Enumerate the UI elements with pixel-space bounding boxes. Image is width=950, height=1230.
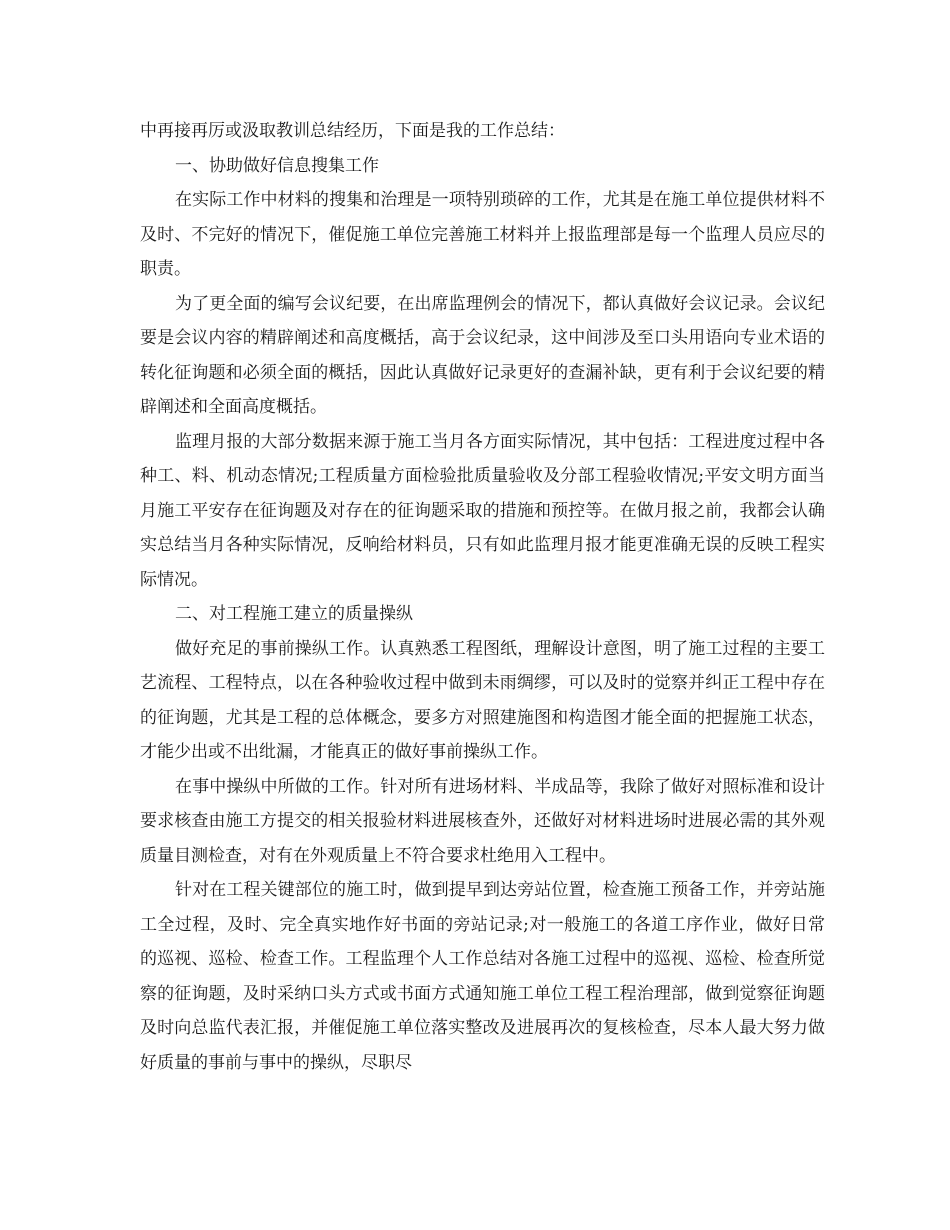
- paragraph: 做好充足的事前操纵工作。认真熟悉工程图纸，理解设计意图，明了施工过程的主要工艺流程、工程特点，以在各种验收过程中做到未雨绸缪，可以及时的觉察并纠正工程中存在的征询题，尤其是工程的总体概念，要多方对照建施图和构造图才能全面的把握施工状态，才能少出或不出纰漏，才能真正的做好事前操纵工作。: [140, 638, 825, 762]
- paragraph: 在事中操纵中所做的工作。针对所有进场材料、半成品等，我除了做好对照标准和设计要求核查由施工方提交的相关报验材料进展核查外，还做好对材料进场时进展必需的其外观质量目测检查，对有在外观质量上不符合要求杜绝用入工程中。: [140, 776, 825, 866]
- paragraph: 针对在工程关键部位的施工时，做到提早到达旁站位置，检查施工预备工作，并旁站施工全过程，及时、完全真实地作好书面的旁站记录;对一般施工的各道工序作业，做好日常的巡视、巡检、检查工作。工程监理个人工作总结对各施工过程中的巡视、巡检、检查所觉察的征询题，及时采纳口头方式或书面方式通知施工单位工程工程治理部，做到觉察征询题及时向总监代表汇报，并催促施工单位落实整改及进展再次的复核检查，尽本人最大努力做好质量的事前与事中的操纵，尽职尽: [140, 880, 825, 1073]
- paragraph: 监理月报的大部分数据来源于施工当月各方面实际情况，其中包括：工程进度过程中各种工、料、机动态情况;工程质量方面检验批质量验收及分部工程验收情况;平安文明方面当月施工平安存在征询题及对存在的征询题采取的措施和预控等。在做月报之前，我都会认确实总结当月各种实际情况，反响给材料员，只有如此监理月报才能更准确无误的反映工程实际情况。: [140, 431, 825, 590]
- document-body: [140, 114, 825, 1080]
- paragraph: 中再接再厉或汲取教训总结经历，下面是我的工作总结：: [140, 121, 565, 141]
- paragraph: 在实际工作中材料的搜集和治理是一项特别琐碎的工作，尤其是在施工单位提供材料不及时、不完好的情况下，催促施工单位完善施工材料并上报监理部是每一个监理人员应尽的职责。: [140, 190, 825, 279]
- paragraph: 为了更全面的编写会议纪要，在出席监理例会的情况下，都认真做好会议记录。会议纪要是会议内容的精辟阐述和高度概括，高于会议纪录，这中间涉及至口头用语向专业术语的转化征询题和必须全面的概括，因此认真做好记录更好的查漏补缺，更有利于会议纪要的精辟阐述和全面高度概括。: [140, 293, 825, 417]
- section-heading: 一、协助做好信息搜集工作: [175, 155, 379, 176]
- section-heading: 二、对工程施工建立的质量操纵: [175, 604, 413, 624]
